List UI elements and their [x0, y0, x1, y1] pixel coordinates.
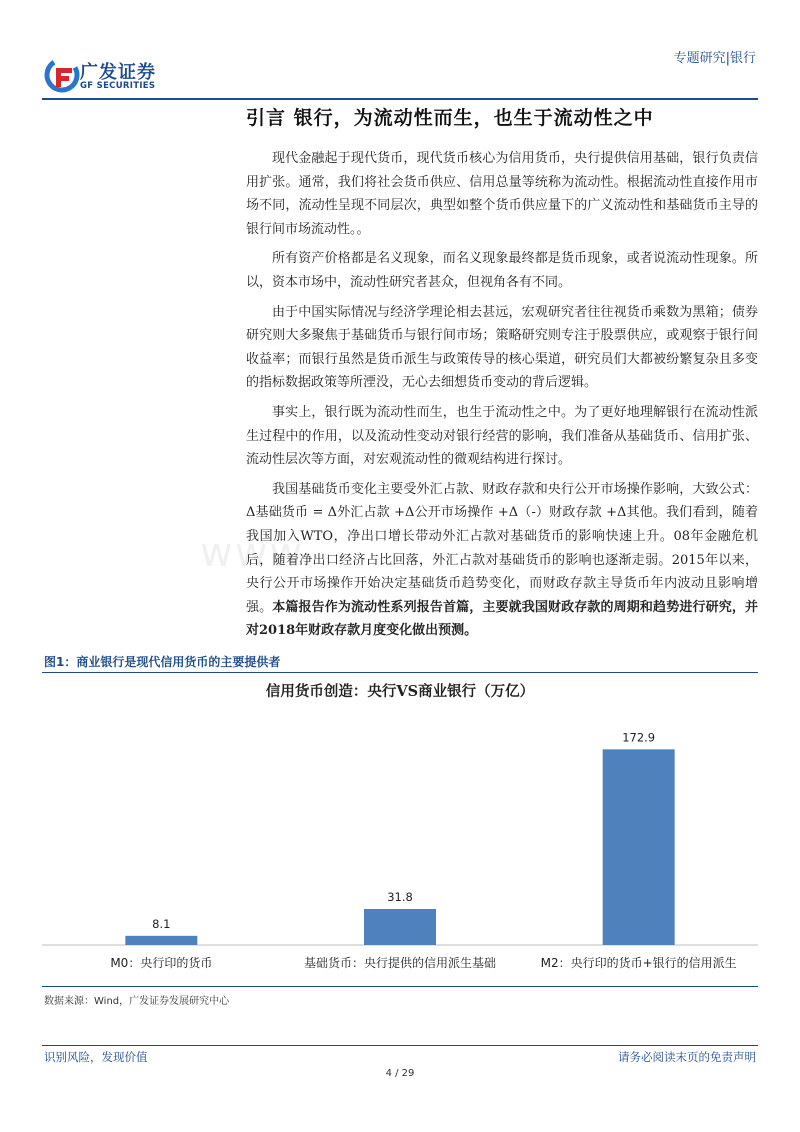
logo-chinese-name: 广发证券: [80, 62, 156, 83]
category-label-2: M2：央行印的货币+银行的信用派生: [540, 956, 737, 970]
value-label-1: 31.8: [387, 890, 413, 905]
category-label-1: 基础货币：央行提供的信用派生基础: [303, 956, 497, 970]
figure-title: 图1：商业银行是现代信用货币的主要提供者: [44, 655, 281, 669]
body-text: [246, 147, 758, 649]
paragraph-2: 所有资产价格都是名义现象，而名义现象最终都是货币现象，或者说流动性现象。所以，资本市场中，流动性研究者甚众，但视角各有不同。: [246, 251, 758, 290]
paragraph-1: 现代金融起于现代货币，现代货币核心为信用货币，央行提供信用基础，银行负责信用扩张。通常，我们将社会货币供应、信用总量等统称为流动性。根据流动性直接作用市场不同，流动性呈现不同层次，典型如整个货币供应量下的广义流动性和基础货币主导的银行间市场流动性。。: [246, 151, 758, 237]
header-divider: [42, 98, 758, 100]
category-label-0: M0：央行印的货币: [110, 956, 213, 970]
footer-slogan: 识别风险，发现价值: [44, 1050, 148, 1064]
logo-english-name: GF SECURITIES: [80, 81, 156, 91]
bar-0: [125, 936, 197, 945]
paragraph-5-bold-conclusion: 本篇报告作为流动性系列报告首篇，主要就我国财政存款的周期和趋势进行研究，并对2018年财政存款月度变化做出预测。: [246, 599, 758, 639]
value-label-0: 8.1: [152, 916, 171, 931]
paragraph-5: [246, 478, 758, 643]
page-number: 4 / 29: [385, 1068, 415, 1079]
paragraph-3: 由于中国实际情况与经济学理论相去甚远，宏观研究者往往视货币乘数为黑箱；债券研究则大多聚焦于基础货币与银行间市场；策略研究则专注于股票供应，或观察于银行间收益率；而银行虽然是货币派生与政策传导的核心渠道，研究员们大都被纷繁复杂且多变的指标数据政策等所湮没，无心去细想货币变动的背后逻辑。: [246, 304, 758, 391]
bar-2: [603, 749, 675, 945]
section-title: 引言 银行，为流动性而生，也生于流动性之中: [246, 107, 654, 129]
chart-title: 信用货币创造：央行VS商业银行（万亿）: [265, 683, 535, 700]
report-category: 专题研究|银行: [673, 51, 756, 66]
bar-1: [364, 909, 436, 945]
figure-source: 数据来源：Wind，广发证券发展研究中心: [44, 996, 230, 1007]
footer-divider: [42, 1045, 758, 1046]
footer-disclaimer: 请务必阅读末页的免责声明: [618, 1050, 756, 1064]
paragraph-5-text: 我国基础货币变化主要受外汇占款、财政存款和央行公开市场操作影响，大致公式：Δ基础货币 = Δ外汇占款 +Δ公开市场操作 +Δ（-）财政存款 +Δ其他。我们看到，随着我国加入WTO，净出口增长带动外汇占款对基础货币的影响快速上升。08年金融危机后，随着净出口经济占比回落，外汇占款对基础货币的影响也逐渐走弱。2015年以来，央行公开市场操作开始决定基础货币趋势变化，而财政存款主导货币年内波动且影响增强。: [246, 481, 758, 615]
gf-logo-icon: [42, 54, 82, 94]
watermark: www.: [200, 530, 316, 576]
figure-top-rule: [42, 672, 758, 673]
value-label-2: 172.9: [622, 730, 656, 745]
bar-chart: [42, 700, 758, 980]
figure-bottom-rule: [42, 986, 758, 987]
paragraph-4: 事实上，银行既为流动性而生，也生于流动性之中。为了更好地理解银行在流动性派生过程中的作用，以及流动性变动对银行经营的影响，我们准备从基础货币、信用扩张、流动性层次等方面，对宏观流动性的微观结构进行探讨。: [246, 404, 758, 468]
